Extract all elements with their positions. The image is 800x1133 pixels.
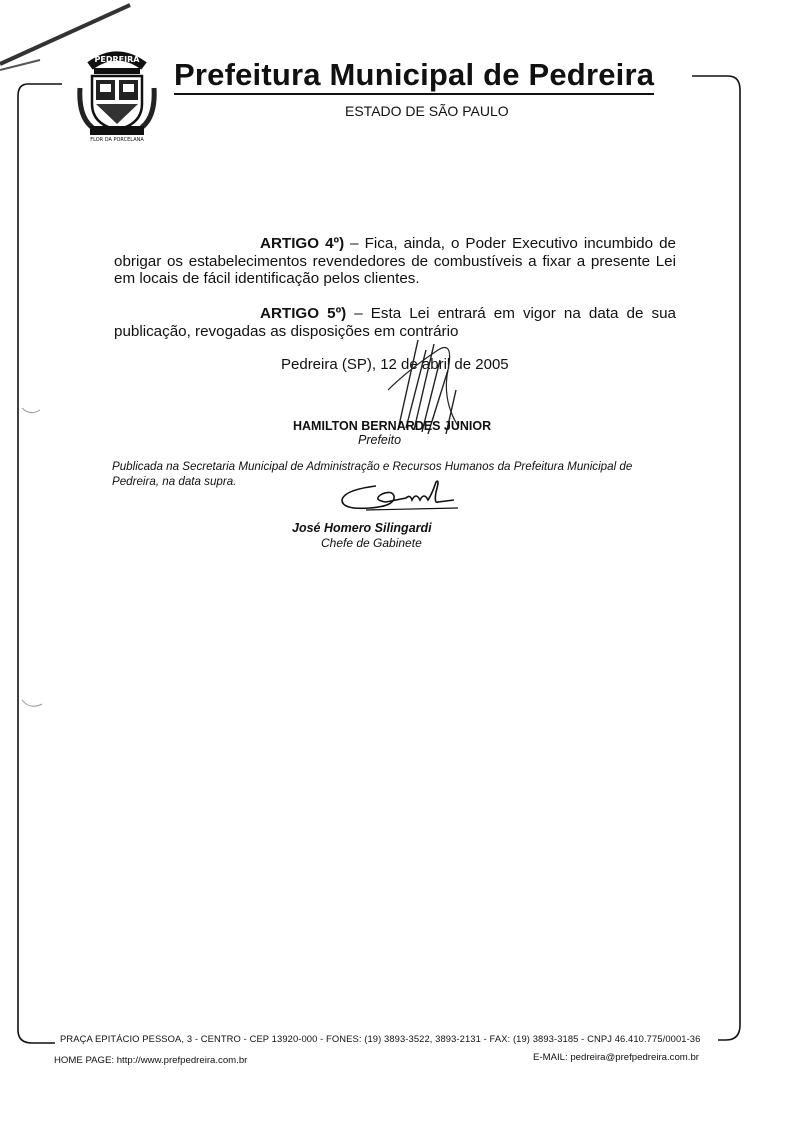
dateline: Pedreira (SP), 12 de abril de 2005	[281, 356, 509, 373]
chief-name: José Homero Silingardi	[292, 521, 432, 535]
article-heading: ARTIGO 5º)	[260, 305, 347, 322]
article-heading: ARTIGO 4º)	[260, 235, 345, 252]
mayor-name: HAMILTON BERNARDES JUNIOR	[293, 419, 492, 433]
article-text: – Fica, ainda, o Poder Executivo incumbido de obrigar os estabelecimentos revendedores de combustíveis a fixar a presente Lei em locais de fácil identificação pelos clientes.	[114, 235, 676, 287]
article-text: – Esta Lei entrará em vigor na data de sua publicação, revogadas as disposições em contrário	[114, 305, 676, 340]
publication-note: Publicada na Secretaria Municipal de Administração e Recursos Humanos da Prefeitura Municipal de Pedreira, na data supra.	[112, 460, 633, 488]
municipal-seal	[76, 48, 158, 144]
mayor-title: Prefeito	[358, 433, 402, 447]
header-subtitle: ESTADO DE SÃO PAULO	[345, 103, 509, 119]
article-5	[114, 305, 676, 340]
chief-title: Chefe de Gabinete	[321, 536, 422, 550]
svg-text:PEDREIRA: PEDREIRA	[94, 55, 140, 64]
footer-address: PRAÇA EPITÁCIO PESSOA, 3 - CENTRO - CEP 13920-000 - FONES: (19) 3893-3522, 3893-2131 - FAX: (19) 3893-3185 - CNPJ 46.410.775/0001-36	[60, 1033, 701, 1044]
footer-email: E-MAIL: pedreira@prefpedreira.com.br	[533, 1052, 699, 1063]
article-4	[114, 235, 676, 288]
svg-text:FLOR DA PORCELANA: FLOR DA PORCELANA	[90, 137, 144, 143]
header-title: Prefeitura Municipal de Pedreira	[174, 58, 654, 95]
footer-homepage: HOME PAGE: http://www.prefpedreira.com.br	[54, 1055, 248, 1066]
